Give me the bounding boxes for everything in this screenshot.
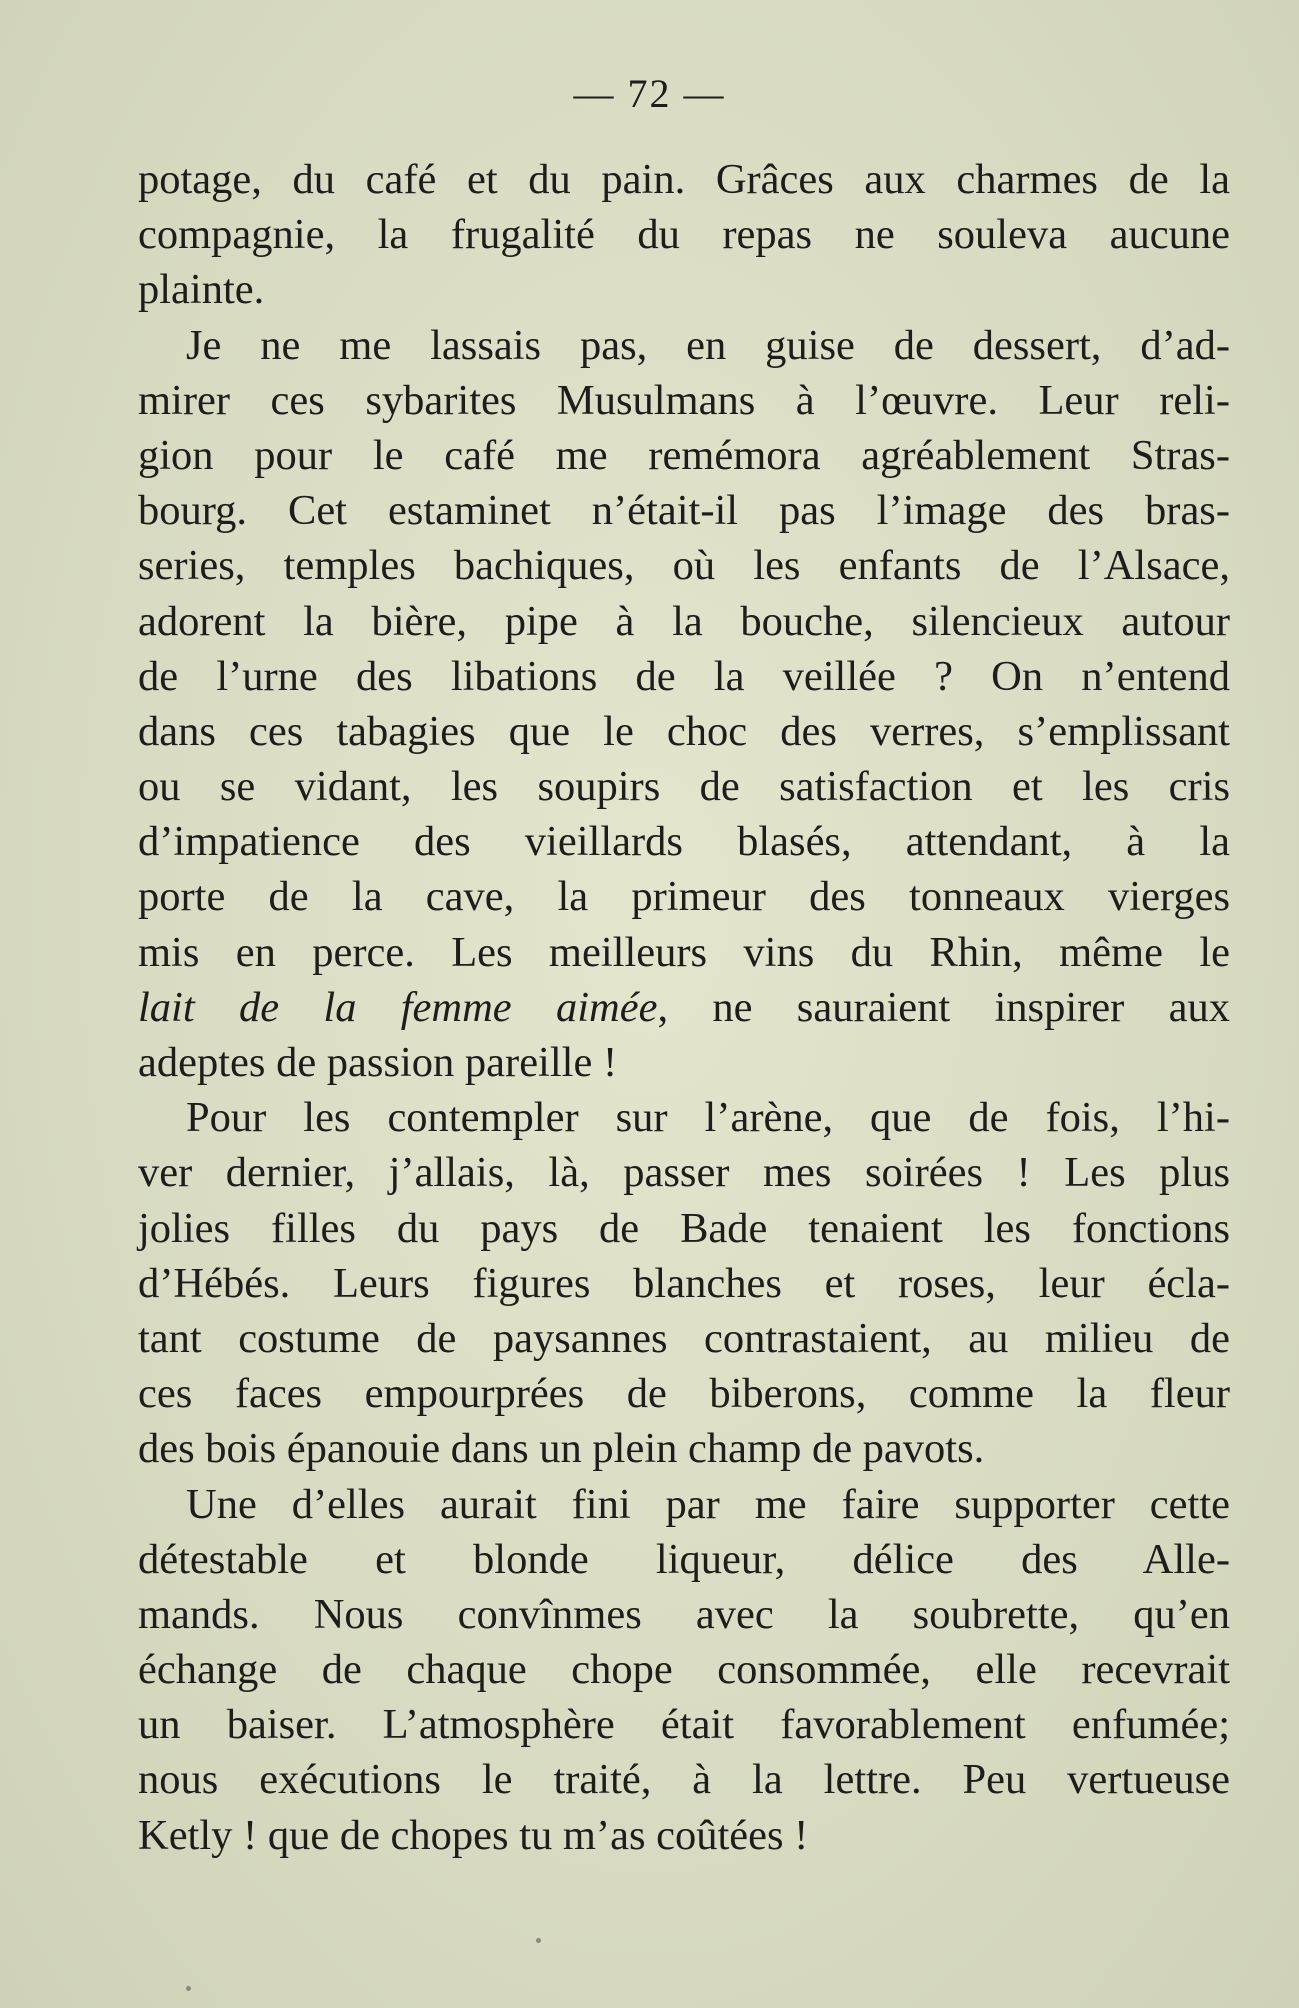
text-line: mis en perce. Les meilleurs vins du Rhin, même le [138,928,1230,976]
text-line: échange de chaque chope consommée, elle recevrait [138,1646,1230,1694]
paragraph-3 [138,1090,1230,1476]
paragraph-4 [138,1477,1230,1863]
text-line: d’impatience des vieillards blasés, attendant, à la [138,818,1230,866]
italic-phrase: lait de la femme aimée [138,983,658,1031]
text-line: adorent la bière, pipe à la bouche, silencieux autour [138,597,1230,645]
text-line: Je ne me lassais pas, en guise de dessert, d’ad- [186,321,1230,369]
text-line: Ketly ! que de chopes tu m’as coûtées ! [138,1811,809,1859]
text-line: gion pour le café me remémora agréablement Stras- [138,431,1230,479]
page-number: — 72 — [573,71,726,116]
text-line: détestable et blonde liqueur, délice des Alle- [138,1535,1230,1583]
text-line: dans ces tabagies que le choc des verres, s’emplissant [138,707,1230,755]
text-line: porte de la cave, la primeur des tonneaux vierges [138,873,1230,921]
paper-speck [536,1938,541,1943]
text-line: de l’urne des libations de la veillée ? On n’entend [138,652,1230,700]
text-line: adeptes de passion pareille ! [138,1039,618,1086]
text-line: mirer ces sybarites Musulmans à l’œuvre. Leur reli- [138,376,1230,424]
text-line: ou se vidant, les soupirs de satisfaction et les cris [138,763,1230,811]
text-line: Pour les contempler sur l’arène, que de fois, l’hi- [186,1094,1230,1142]
text-line: bourg. Cet estaminet n’était-il pas l’image des bras- [138,487,1230,535]
text-line: lait de la femme aimée, ne sauraient inspirer aux [138,983,1230,1031]
body-text [138,152,1230,1863]
text-line: nous exécutions le traité, à la lettre. Peu vertueuse [138,1756,1230,1804]
text-line: mands. Nous convînmes avec la soubrette, qu’en [138,1590,1230,1638]
text-line: potage, du café et du pain. Grâces aux charmes de la [138,156,1230,203]
text-line: d’Hébés. Leurs figures blanches et roses, leur écla- [138,1259,1230,1307]
text-line: jolies filles du pays de Bade tenaient les fonctions [138,1204,1230,1252]
paragraph-2 [138,318,1230,1091]
text-line: Une d’elles aurait fini par me faire supporter cette [186,1480,1230,1528]
text-line: series, temples bachiques, où les enfants de l’Alsace, [138,542,1230,590]
text-line: compagnie, la frugalité du repas ne souleva aucune [138,211,1230,259]
paragraph-1 [138,152,1230,318]
paper-speck [186,1986,191,1991]
text-line: ces faces empourprées de biberons, comme la fleur [138,1370,1230,1418]
text-line: ver dernier, j’allais, là, passer mes soirées ! Les plus [138,1149,1230,1197]
text-line: un baiser. L’atmosphère était favorablement enfumée; [138,1701,1230,1749]
text-line: des bois épanouie dans un plein champ de pavots. [138,1425,985,1473]
text-line: plainte. [138,266,265,314]
text-line: tant costume de paysannes contrastaient, au milieu de [138,1314,1230,1362]
